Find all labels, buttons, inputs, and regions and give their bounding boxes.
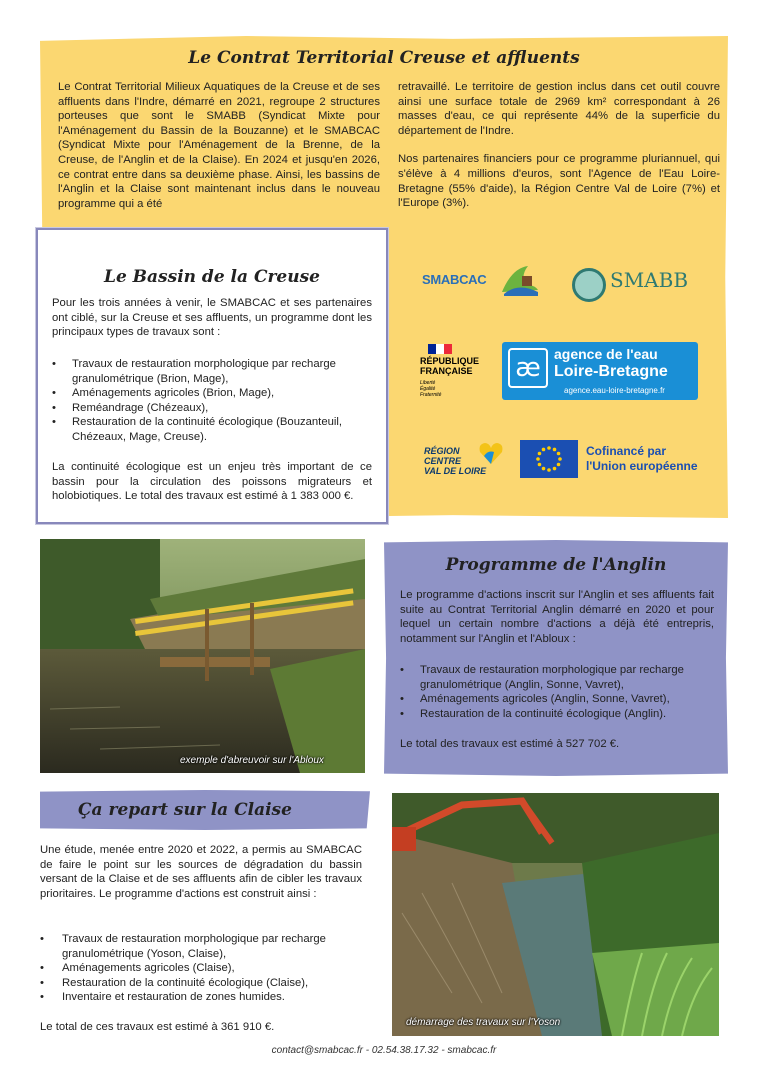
intro-column-right [398,80,720,211]
photo-caption: démarrage des travaux sur l'Yoson [406,1017,561,1028]
eu-star-icon [547,468,551,472]
claise-title: Ça repart sur la Claise [78,800,292,820]
agence-eau-logo: æ agence de l'eau Loire-Bretagne agence.eau-loire-bretagne.fr [502,342,698,400]
intro-column-left: Le Contrat Territorial Milieux Aquatiques de la Creuse et de ses affluents dans l'Indre, démarré en 2021, regroupe 2 structures porteuses que sont le SMABB (Syndicat Mixte pour l'Aménagement du Bassin de la Bouzanne) et le SMABCAC (Syndicat Mixte pour l'Aménagement de la Brenne, de la Creuse, de l'Anglin et de la Claise). En 2024 et jusqu'en 2026, ce contrat entre dans sa deuxième phase. Ainsi, les bassins de l'Anglin et la Claise sont maintenant inclus dans le nouveau programme qui a été [58,81,380,210]
smabcac-logo: SMABCAC [420,262,540,304]
water-drop-icon [572,268,606,302]
creuse-conclusion: La continuité écologique est un enjeu très important de ce bassin pour la circulation des poissons migrateurs et holobiotiques. Le total des travaux est estimé à 1 383 000 €. [52,461,372,503]
region-centre-logo: RÉGION CENTRE VAL DE LOIRE [424,440,504,480]
contact-footer: contact@smabcac.fr - 02.54.38.17.32 - smabcac.fr [271,1045,497,1056]
list-item: • Aménagements agricoles (Claise), [40,961,362,976]
intro-paragraph-partners: Nos partenaires financiers pour ce programme pluriannuel, qui s'élève à 4 millions d'euros, sont l'Agence de l'Eau Loire-Bretagne (55% d'aide), la Région Centre Val de Loire (7%) et l'Europe (3%). [398,153,720,210]
eu-star-icon [538,463,542,467]
abreuvoir-photo [40,539,365,773]
eu-star-icon [542,467,546,471]
yoson-works-photo [392,793,719,1036]
page-title: Le Contrat Territorial Creuse et affluents [188,48,580,68]
agence-mark-icon: æ [508,348,548,388]
claise-works-list [40,932,362,1005]
eu-star-icon [536,457,540,461]
region-heart-icon [478,440,504,466]
creuse-intro: Pour les trois années à venir, le SMABCAC et ses partenaires ont ciblé, sur la Creuse et ses affluents, un programme dont les principaux types de travaux sont : [52,297,372,339]
french-flag-icon [428,344,452,354]
list-item: • Travaux de restauration morphologique par recharge granulométrique (Brion, Mage), [52,357,372,386]
list-item: • Restauration de la continuité écologique (Bouzanteuil, Chézeaux, Mage, Creuse). [52,415,372,444]
list-item: • Aménagements agricoles (Anglin, Sonne, Vavret), [400,692,714,707]
eu-star-icon [557,463,561,467]
list-item: • Aménagements agricoles (Brion, Mage), [52,386,372,401]
anglin-works-list [400,663,714,721]
eu-star-icon [553,448,557,452]
anglin-intro: Le programme d'actions inscrit sur l'Anglin et ses affluents fait suite au Contrat Territorial Anglin démarré en 2020 et pour lequel un certain nombre d'actions a déjà été entrepris, notamment sur l'Anglin et l'Abloux : [400,589,714,645]
photo-caption: exemple d'abreuvoir sur l'Abloux [180,755,324,766]
anglin-title: Programme de l'Anglin [445,555,667,575]
intro-paragraph-territory: retravaillé. Le territoire de gestion inclus dans cet outil couvre ainsi une surface totale de 2969 km² correspondant à 26 masses d'eau, ce qui représente 44% de la superficie du département de l'Indre. [398,81,720,137]
eu-flag-icon [520,440,578,478]
list-item: • Restauration de la continuité écologique (Claise), [40,976,362,991]
claise-intro: Une étude, menée entre 2020 et 2022, a permis au SMABCAC de faire le point sur les sources de dégradation du bassin versant de la Claise et de ses affluents afin de cibler les travaux prioritaires. Le programme d'actions est construit ainsi : [40,844,362,900]
eu-star-icon [538,452,542,456]
list-item: • Travaux de restauration morphologique par recharge granulométrique (Yoson, Claise), [40,932,362,961]
claise-conclusion: Le total de ces travaux est estimé à 361 910 €. [40,1021,275,1033]
list-item: • Inventaire et restauration de zones humides. [40,990,362,1005]
creuse-title: Le Bassin de la Creuse [103,267,320,287]
eu-star-icon [557,452,561,456]
eu-star-icon [542,448,546,452]
smabb-logo: SMABB [572,264,702,308]
creuse-works-list [52,357,372,445]
eu-star-icon [547,446,551,450]
eu-star-icon [553,467,557,471]
list-item: • Reméandrage (Chézeaux), [52,401,372,416]
eu-star-icon [558,457,562,461]
anglin-conclusion: Le total des travaux est estimé à 527 702 €. [400,738,620,750]
republique-francaise-logo: RÉPUBLIQUE FRANÇAISE Liberté Égalité Fraternité [420,344,500,400]
eu-cofinance-logo: Cofinancé par l'Union européenne [520,440,720,480]
wave-icon [500,262,540,296]
list-item: • Restauration de la continuité écologique (Anglin). [400,707,714,722]
list-item: • Travaux de restauration morphologique par recharge granulométrique (Anglin, Sonne, Vavret), [400,663,714,692]
